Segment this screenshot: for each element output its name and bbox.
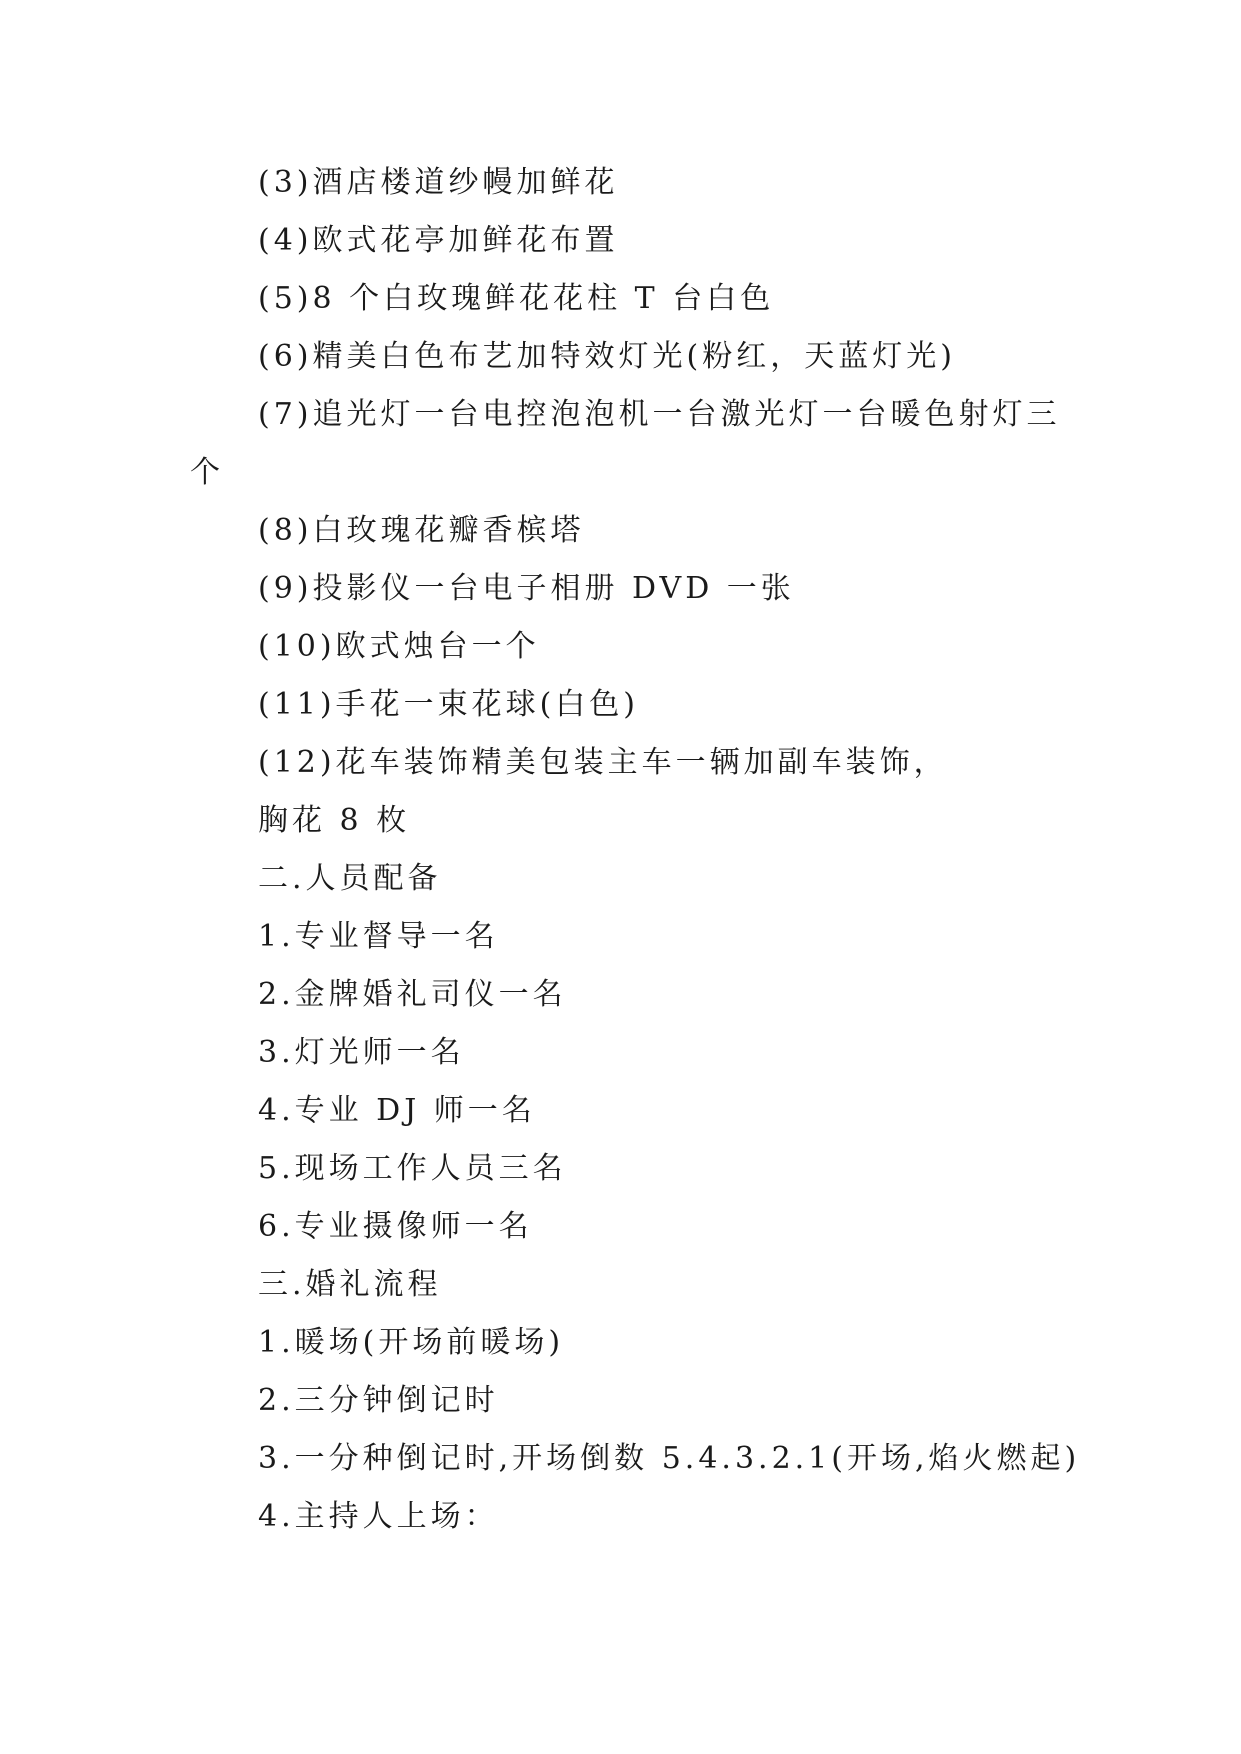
list-item-6: (6)精美白色布艺加特效灯光(粉红，天蓝灯光)	[258, 339, 956, 374]
process-item-2: 2.三分钟倒记时	[258, 1383, 499, 1418]
list-item-12-continuation: 胸花 8 枚	[258, 803, 411, 838]
process-item-3: 3.一分种倒记时,开场倒数 5.4.3.2.1(开场,焰火燃起)	[258, 1441, 1081, 1476]
section-heading-process: 三.婚礼流程	[258, 1267, 442, 1302]
list-item-8: (8)白玫瑰花瓣香槟塔	[258, 513, 585, 548]
staff-item-4: 4.专业 DJ 师一名	[258, 1093, 536, 1128]
staff-item-5: 5.现场工作人员三名	[258, 1151, 567, 1186]
list-item-7: (7)追光灯一台电控泡泡机一台激光灯一台暖色射灯三	[258, 397, 1061, 432]
list-item-11: (11)手花一束花球(白色)	[258, 687, 639, 722]
list-item-10: (10)欧式烛台一个	[258, 629, 540, 664]
list-item-3: (3)酒店楼道纱幔加鲜花	[258, 165, 619, 200]
staff-item-6: 6.专业摄像师一名	[258, 1209, 533, 1244]
staff-item-2: 2.金牌婚礼司仪一名	[258, 977, 567, 1012]
list-item-12: (12)花车装饰精美包装主车一辆加副车装饰，	[258, 745, 948, 780]
list-item-9: (9)投影仪一台电子相册 DVD 一张	[258, 571, 795, 606]
section-heading-staffing: 二.人员配备	[258, 861, 442, 896]
staff-item-1: 1.专业督导一名	[258, 919, 499, 954]
process-item-4: 4.主持人上场：	[258, 1499, 499, 1534]
list-item-4: (4)欧式花亭加鲜花布置	[258, 223, 619, 258]
process-item-1: 1.暖场(开场前暖场)	[258, 1325, 565, 1360]
list-item-5: (5)8 个白玫瑰鲜花花柱 T 台白色	[258, 281, 775, 316]
list-item-7-continuation: 个	[190, 455, 224, 490]
staff-item-3: 3.灯光师一名	[258, 1035, 465, 1070]
